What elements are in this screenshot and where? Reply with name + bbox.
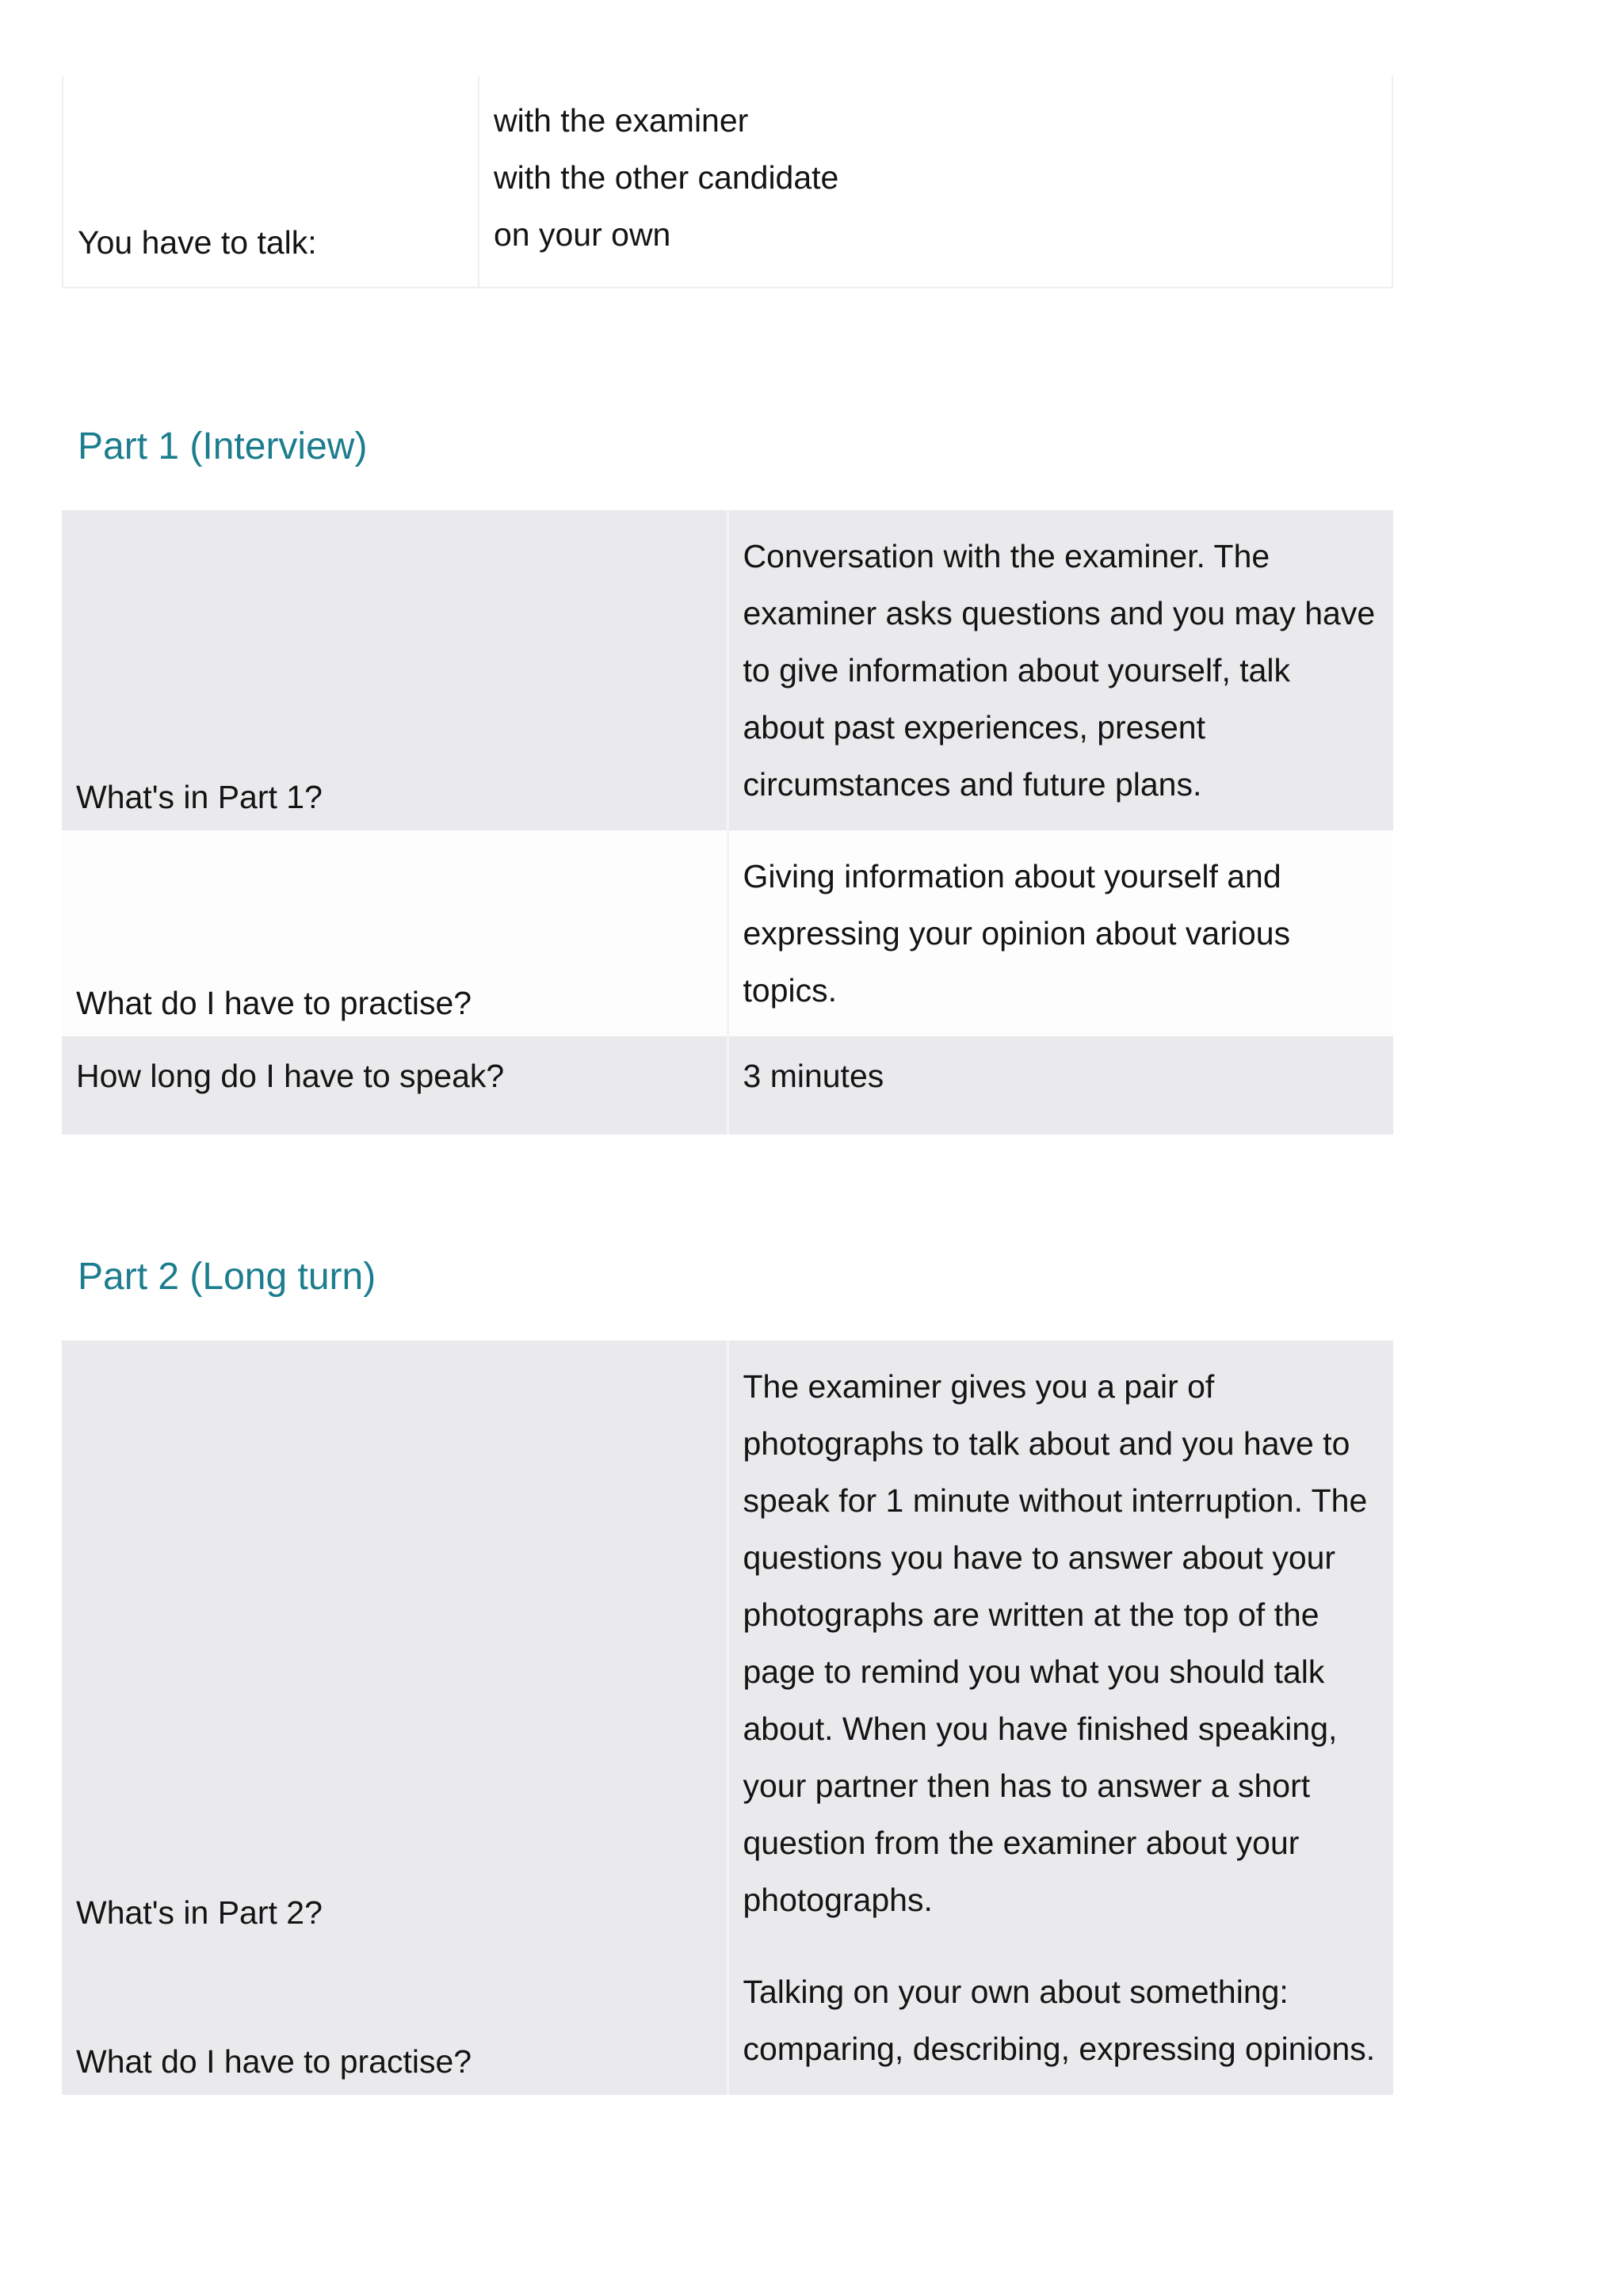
row-value (727, 1946, 1393, 2095)
document-page (62, 76, 1393, 2095)
option-line: with the other candidate (494, 159, 839, 196)
row-label: What do I have to practise? (62, 1946, 727, 2095)
row-value (727, 830, 1393, 1036)
table-row (62, 1341, 1393, 1946)
row-label: What's in Part 1? (62, 510, 727, 830)
part1-table (62, 510, 1393, 1135)
text-line: topics. (743, 972, 837, 1009)
row-value (479, 76, 1392, 288)
row-value (727, 1036, 1393, 1135)
row-label: What do I have to practise? (62, 830, 727, 1036)
part2-table (62, 1341, 1393, 2095)
text-line: circumstances and future plans. (743, 766, 1202, 803)
row-label: You have to talk: (63, 76, 479, 288)
row-value (727, 1341, 1393, 1946)
text-line: about past experiences, present (743, 709, 1205, 746)
text-line: about. When you have finished speaking, (743, 1711, 1338, 1747)
table-row (62, 1946, 1393, 2095)
table-row (62, 1036, 1393, 1135)
text-line: questions you have to answer about your (743, 1539, 1336, 1576)
text-line: speak for 1 minute without interruption. The (743, 1482, 1368, 1519)
text-line: expressing your opinion about various (743, 915, 1291, 952)
section-title-part2: Part 2 (Long turn) (78, 1256, 376, 1298)
section-title-part1: Part 1 (Interview) (78, 425, 368, 467)
text-line: photographs. (743, 1882, 933, 1918)
text-line: question from the examiner about your (743, 1825, 1300, 1861)
text-line: examiner asks questions and you may have (743, 595, 1376, 631)
text-line: The examiner gives you a pair of (743, 1368, 1215, 1405)
text-line: Conversation with the examiner. The (743, 538, 1270, 574)
row-label: What's in Part 2? (62, 1341, 727, 1946)
text-line: 3 minutes (743, 1058, 884, 1094)
text-line: Talking on your own about something: (743, 1974, 1289, 2010)
talk-modes-table (62, 76, 1393, 288)
text-line: Giving information about yourself and (743, 858, 1281, 894)
text-line: photographs are written at the top of the (743, 1596, 1319, 1633)
text-line: your partner then has to answer a short (743, 1768, 1311, 1804)
table-row (63, 76, 1392, 288)
text-line: to give information about yourself, talk (743, 652, 1291, 688)
table-row (62, 830, 1393, 1036)
option-line: with the examiner (494, 102, 749, 139)
row-label: How long do I have to speak? (62, 1036, 727, 1135)
text-line: photographs to talk about and you have to (743, 1425, 1350, 1462)
text-line: page to remind you what you should talk (743, 1653, 1325, 1690)
text-line: comparing, describing, expressing opinions. (743, 2031, 1376, 2067)
row-value (727, 510, 1393, 830)
table-row (62, 510, 1393, 830)
option-line: on your own (494, 216, 671, 253)
